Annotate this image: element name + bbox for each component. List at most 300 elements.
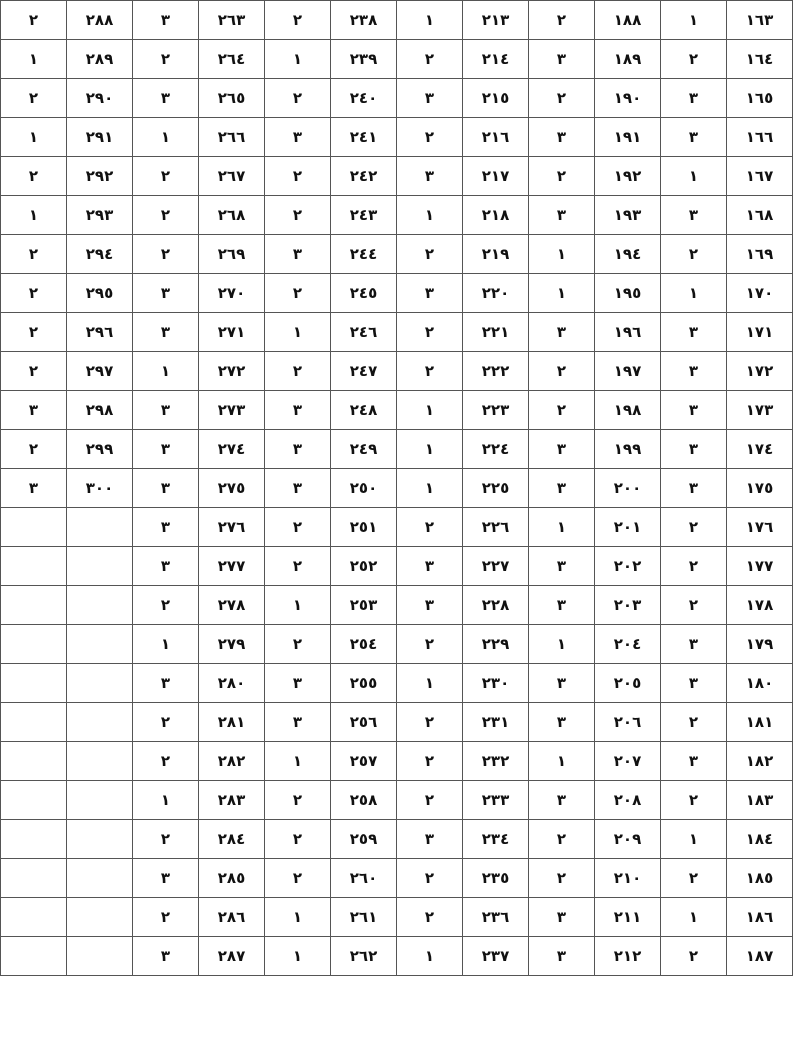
- answer-cell: [1, 742, 67, 781]
- answer-cell: ١: [1, 196, 67, 235]
- answer-cell: ٣: [397, 274, 463, 313]
- answer-key-body: [1, 1, 793, 976]
- answer-cell: ٢: [397, 118, 463, 157]
- question-number-cell: ٢٩٣: [67, 196, 133, 235]
- table-row: [1, 898, 793, 937]
- answer-cell: ١: [265, 742, 331, 781]
- question-number-cell: ٢٥٥: [331, 664, 397, 703]
- answer-cell: ١: [529, 742, 595, 781]
- answer-cell: ٣: [133, 313, 199, 352]
- answer-cell: ٣: [265, 391, 331, 430]
- answer-cell: ٢: [529, 859, 595, 898]
- table-row: [1, 430, 793, 469]
- answer-cell: ٢: [265, 859, 331, 898]
- question-number-cell: ١٨٧: [727, 937, 793, 976]
- answer-cell: ٣: [133, 274, 199, 313]
- answer-cell: ١: [265, 586, 331, 625]
- table-row: [1, 820, 793, 859]
- answer-cell: ٢: [397, 508, 463, 547]
- answer-cell: ٣: [529, 781, 595, 820]
- answer-cell: ٢: [133, 235, 199, 274]
- question-number-cell: ٢٦٦: [199, 118, 265, 157]
- answer-cell: ٣: [397, 547, 463, 586]
- answer-cell: ١: [397, 196, 463, 235]
- question-number-cell: ١٩٥: [595, 274, 661, 313]
- answer-cell: ٢: [529, 352, 595, 391]
- answer-cell: ٢: [265, 508, 331, 547]
- answer-cell: ٢: [265, 1, 331, 40]
- answer-cell: ٣: [529, 547, 595, 586]
- question-number-cell: ١٧٢: [727, 352, 793, 391]
- question-number-cell: ٢٣٨: [331, 1, 397, 40]
- answer-cell: ٢: [133, 40, 199, 79]
- question-number-cell: [67, 937, 133, 976]
- question-number-cell: ٢٧٢: [199, 352, 265, 391]
- question-number-cell: ١٦٩: [727, 235, 793, 274]
- table-row: [1, 391, 793, 430]
- answer-cell: ٢: [397, 703, 463, 742]
- question-number-cell: ٢٤٣: [331, 196, 397, 235]
- question-number-cell: ١٧١: [727, 313, 793, 352]
- question-number-cell: ٢٥٦: [331, 703, 397, 742]
- answer-cell: ٣: [529, 196, 595, 235]
- answer-cell: [1, 937, 67, 976]
- question-number-cell: ٢٤٩: [331, 430, 397, 469]
- answer-cell: ٢: [1, 79, 67, 118]
- question-number-cell: ١٧٣: [727, 391, 793, 430]
- question-number-cell: ٢٨١: [199, 703, 265, 742]
- question-number-cell: ٢٠٤: [595, 625, 661, 664]
- question-number-cell: ٢٩٥: [67, 274, 133, 313]
- answer-cell: [1, 820, 67, 859]
- question-number-cell: ٢٤٤: [331, 235, 397, 274]
- table-row: [1, 859, 793, 898]
- question-number-cell: ١٩٩: [595, 430, 661, 469]
- question-number-cell: [67, 820, 133, 859]
- question-number-cell: ٢٧٩: [199, 625, 265, 664]
- answer-cell: ١: [661, 898, 727, 937]
- answer-cell: ٢: [265, 352, 331, 391]
- question-number-cell: ٢٣٤: [463, 820, 529, 859]
- answer-cell: ٣: [529, 703, 595, 742]
- question-number-cell: ١٦٥: [727, 79, 793, 118]
- question-number-cell: ١٧٦: [727, 508, 793, 547]
- answer-cell: ٣: [265, 235, 331, 274]
- question-number-cell: ٢٦٢: [331, 937, 397, 976]
- answer-cell: ٣: [397, 157, 463, 196]
- question-number-cell: ٢٨٦: [199, 898, 265, 937]
- answer-cell: ٢: [265, 157, 331, 196]
- table-row: [1, 547, 793, 586]
- answer-cell: ١: [397, 664, 463, 703]
- answer-cell: ٢: [265, 820, 331, 859]
- question-number-cell: ١٨٢: [727, 742, 793, 781]
- question-number-cell: ٢٤٥: [331, 274, 397, 313]
- question-number-cell: ٢٩٧: [67, 352, 133, 391]
- answer-cell: ٣: [661, 118, 727, 157]
- answer-cell: ٢: [265, 274, 331, 313]
- question-number-cell: ١٧٩: [727, 625, 793, 664]
- question-number-cell: ٢٧٥: [199, 469, 265, 508]
- question-number-cell: ٢١٢: [595, 937, 661, 976]
- question-number-cell: ٢٨٣: [199, 781, 265, 820]
- question-number-cell: ٢١٤: [463, 40, 529, 79]
- answer-cell: ٣: [529, 40, 595, 79]
- answer-cell: ٢: [661, 547, 727, 586]
- answer-cell: ١: [529, 274, 595, 313]
- table-row: [1, 781, 793, 820]
- question-number-cell: ٢٩١: [67, 118, 133, 157]
- question-number-cell: ٢٦٣: [199, 1, 265, 40]
- answer-cell: ١: [397, 937, 463, 976]
- answer-cell: ٣: [1, 391, 67, 430]
- question-number-cell: ٢٣٦: [463, 898, 529, 937]
- answer-cell: [1, 547, 67, 586]
- question-number-cell: [67, 508, 133, 547]
- answer-cell: ٣: [1, 469, 67, 508]
- question-number-cell: ٢١٥: [463, 79, 529, 118]
- answer-cell: ١: [1, 40, 67, 79]
- answer-cell: ٢: [265, 547, 331, 586]
- answer-cell: ٢: [1, 274, 67, 313]
- question-number-cell: ٢٤١: [331, 118, 397, 157]
- answer-cell: [1, 859, 67, 898]
- question-number-cell: ١٩٣: [595, 196, 661, 235]
- answer-cell: ٢: [397, 352, 463, 391]
- answer-cell: ١: [397, 1, 463, 40]
- answer-cell: ٣: [397, 820, 463, 859]
- question-number-cell: ٢٥٠: [331, 469, 397, 508]
- question-number-cell: ٢٣٩: [331, 40, 397, 79]
- answer-cell: ١: [133, 781, 199, 820]
- question-number-cell: ٢٧١: [199, 313, 265, 352]
- answer-cell: ٣: [133, 937, 199, 976]
- question-number-cell: ١٦٦: [727, 118, 793, 157]
- answer-cell: ٢: [397, 742, 463, 781]
- answer-cell: ١: [133, 118, 199, 157]
- question-number-cell: ١٩٢: [595, 157, 661, 196]
- answer-cell: ٣: [661, 469, 727, 508]
- answer-cell: ٣: [661, 313, 727, 352]
- question-number-cell: ٢٩٢: [67, 157, 133, 196]
- question-number-cell: ١٦٣: [727, 1, 793, 40]
- question-number-cell: ٢٠٩: [595, 820, 661, 859]
- answer-cell: ٢: [1, 430, 67, 469]
- question-number-cell: ٢٠٢: [595, 547, 661, 586]
- question-number-cell: [67, 898, 133, 937]
- answer-cell: ١: [529, 508, 595, 547]
- answer-cell: ٣: [529, 469, 595, 508]
- question-number-cell: ٢٥٢: [331, 547, 397, 586]
- answer-cell: ٣: [397, 79, 463, 118]
- answer-cell: ٣: [133, 859, 199, 898]
- answer-cell: [1, 586, 67, 625]
- question-number-cell: ٢٤٧: [331, 352, 397, 391]
- question-number-cell: ٢٨٤: [199, 820, 265, 859]
- question-number-cell: ١٨٦: [727, 898, 793, 937]
- question-number-cell: ٢٩٩: [67, 430, 133, 469]
- answer-cell: ٢: [661, 781, 727, 820]
- answer-cell: ٢: [397, 898, 463, 937]
- question-number-cell: ٢٧٣: [199, 391, 265, 430]
- answer-cell: ١: [265, 313, 331, 352]
- answer-cell: [1, 898, 67, 937]
- answer-cell: ٣: [265, 664, 331, 703]
- question-number-cell: [67, 859, 133, 898]
- table-row: [1, 118, 793, 157]
- question-number-cell: ١٩٠: [595, 79, 661, 118]
- answer-cell: ٣: [529, 313, 595, 352]
- answer-cell: ١: [661, 274, 727, 313]
- question-number-cell: ٢٥٩: [331, 820, 397, 859]
- answer-cell: ٢: [661, 859, 727, 898]
- question-number-cell: ١٦٧: [727, 157, 793, 196]
- question-number-cell: ٢٢٥: [463, 469, 529, 508]
- question-number-cell: ٢٦٤: [199, 40, 265, 79]
- answer-cell: ١: [133, 625, 199, 664]
- table-row: [1, 703, 793, 742]
- answer-cell: ٢: [133, 196, 199, 235]
- question-number-cell: ٢٢٦: [463, 508, 529, 547]
- question-number-cell: ٣٠٠: [67, 469, 133, 508]
- question-number-cell: ٢٨٠: [199, 664, 265, 703]
- answer-cell: ١: [265, 937, 331, 976]
- question-number-cell: ٢٦٩: [199, 235, 265, 274]
- answer-cell: ١: [265, 40, 331, 79]
- answer-cell: [1, 508, 67, 547]
- question-number-cell: ٢٩٦: [67, 313, 133, 352]
- question-number-cell: ٢٣١: [463, 703, 529, 742]
- question-number-cell: ٢٤٢: [331, 157, 397, 196]
- table-row: [1, 352, 793, 391]
- answer-cell: ٢: [1, 1, 67, 40]
- table-row: [1, 469, 793, 508]
- question-number-cell: ٢٥٣: [331, 586, 397, 625]
- answer-cell: ٢: [1, 352, 67, 391]
- question-number-cell: [67, 664, 133, 703]
- question-number-cell: ٢٢٤: [463, 430, 529, 469]
- answer-cell: ٣: [529, 937, 595, 976]
- table-row: [1, 79, 793, 118]
- answer-cell: ٢: [133, 742, 199, 781]
- question-number-cell: ٢٢٢: [463, 352, 529, 391]
- question-number-cell: ٢٦٠: [331, 859, 397, 898]
- answer-cell: ٣: [265, 469, 331, 508]
- answer-cell: ٢: [529, 79, 595, 118]
- question-number-cell: ٢١١: [595, 898, 661, 937]
- question-number-cell: ٢١٣: [463, 1, 529, 40]
- question-number-cell: ٢٠٥: [595, 664, 661, 703]
- question-number-cell: ٢٣٧: [463, 937, 529, 976]
- question-number-cell: ٢٩٠: [67, 79, 133, 118]
- answer-cell: ٣: [529, 898, 595, 937]
- answer-cell: ٣: [265, 430, 331, 469]
- answer-cell: ٢: [661, 703, 727, 742]
- answer-cell: ٣: [661, 742, 727, 781]
- question-number-cell: ١٨١: [727, 703, 793, 742]
- answer-cell: ٢: [397, 40, 463, 79]
- answer-cell: ١: [661, 157, 727, 196]
- answer-cell: ٢: [661, 508, 727, 547]
- question-number-cell: ٢٢٧: [463, 547, 529, 586]
- question-number-cell: ١٧٧: [727, 547, 793, 586]
- question-number-cell: ١٧٨: [727, 586, 793, 625]
- table-row: [1, 157, 793, 196]
- question-number-cell: ٢٨٩: [67, 40, 133, 79]
- answer-cell: ١: [661, 1, 727, 40]
- answer-cell: ٣: [133, 391, 199, 430]
- table-row: [1, 625, 793, 664]
- answer-cell: ٢: [661, 40, 727, 79]
- question-number-cell: ٢٦٥: [199, 79, 265, 118]
- question-number-cell: ٢١٨: [463, 196, 529, 235]
- question-number-cell: ١٨٣: [727, 781, 793, 820]
- answer-cell: ٣: [529, 586, 595, 625]
- answer-cell: ٣: [661, 664, 727, 703]
- question-number-cell: ٢٥١: [331, 508, 397, 547]
- answer-cell: ٣: [661, 79, 727, 118]
- answer-cell: ١: [397, 469, 463, 508]
- question-number-cell: ١٧٥: [727, 469, 793, 508]
- question-number-cell: ١٧٤: [727, 430, 793, 469]
- answer-cell: ٢: [133, 586, 199, 625]
- question-number-cell: [67, 703, 133, 742]
- question-number-cell: ٢٧٨: [199, 586, 265, 625]
- question-number-cell: ٢٢٨: [463, 586, 529, 625]
- question-number-cell: [67, 586, 133, 625]
- answer-cell: ٢: [265, 781, 331, 820]
- table-row: [1, 742, 793, 781]
- answer-cell: ٣: [133, 1, 199, 40]
- question-number-cell: ١٨٩: [595, 40, 661, 79]
- answer-cell: [1, 781, 67, 820]
- question-number-cell: ٢٧٠: [199, 274, 265, 313]
- table-row: [1, 664, 793, 703]
- question-number-cell: ٢٧٤: [199, 430, 265, 469]
- question-number-cell: [67, 625, 133, 664]
- question-number-cell: ٢٨٨: [67, 1, 133, 40]
- answer-cell: ٣: [661, 352, 727, 391]
- question-number-cell: ٢٨٧: [199, 937, 265, 976]
- answer-cell: ١: [1, 118, 67, 157]
- question-number-cell: ٢٩٤: [67, 235, 133, 274]
- question-number-cell: [67, 742, 133, 781]
- answer-cell: ٣: [529, 118, 595, 157]
- answer-cell: ١: [265, 898, 331, 937]
- question-number-cell: ١٦٨: [727, 196, 793, 235]
- answer-cell: ٢: [661, 586, 727, 625]
- question-number-cell: ٢٣٣: [463, 781, 529, 820]
- answer-cell: ٢: [397, 781, 463, 820]
- table-row: [1, 586, 793, 625]
- answer-cell: ٣: [133, 508, 199, 547]
- question-number-cell: ١٨٨: [595, 1, 661, 40]
- answer-cell: ٢: [397, 859, 463, 898]
- answer-cell: ٢: [661, 937, 727, 976]
- question-number-cell: [67, 781, 133, 820]
- question-number-cell: ٢٤٦: [331, 313, 397, 352]
- question-number-cell: ٢٠٠: [595, 469, 661, 508]
- question-number-cell: ٢٠١: [595, 508, 661, 547]
- answer-cell: ٢: [1, 235, 67, 274]
- question-number-cell: ٢٢٩: [463, 625, 529, 664]
- question-number-cell: ٢٠٧: [595, 742, 661, 781]
- question-number-cell: ٢٤٨: [331, 391, 397, 430]
- question-number-cell: ٢٦٨: [199, 196, 265, 235]
- question-number-cell: ٢١٧: [463, 157, 529, 196]
- answer-cell: ٢: [397, 625, 463, 664]
- answer-cell: ١: [529, 235, 595, 274]
- question-number-cell: ٢١٦: [463, 118, 529, 157]
- answer-cell: ٢: [265, 625, 331, 664]
- answer-cell: ٢: [397, 235, 463, 274]
- question-number-cell: ٢٧٧: [199, 547, 265, 586]
- answer-cell: ٢: [529, 820, 595, 859]
- answer-cell: ٢: [661, 235, 727, 274]
- answer-cell: [1, 703, 67, 742]
- question-number-cell: ٢٥٧: [331, 742, 397, 781]
- answer-cell: ٢: [529, 391, 595, 430]
- question-number-cell: ١٩٤: [595, 235, 661, 274]
- answer-cell: ٣: [661, 625, 727, 664]
- answer-cell: [1, 625, 67, 664]
- table-row: [1, 508, 793, 547]
- question-number-cell: ٢٢٠: [463, 274, 529, 313]
- question-number-cell: ٢٢٣: [463, 391, 529, 430]
- question-number-cell: ٢٩٨: [67, 391, 133, 430]
- answer-cell: ٣: [133, 547, 199, 586]
- answer-cell: [1, 664, 67, 703]
- question-number-cell: [67, 547, 133, 586]
- answer-cell: ٣: [661, 430, 727, 469]
- answer-cell: ٢: [529, 1, 595, 40]
- question-number-cell: ١٩٨: [595, 391, 661, 430]
- question-number-cell: ٢٨٥: [199, 859, 265, 898]
- question-number-cell: ١٩١: [595, 118, 661, 157]
- question-number-cell: ٢٣٠: [463, 664, 529, 703]
- answer-cell: ٣: [265, 703, 331, 742]
- answer-cell: ٣: [661, 196, 727, 235]
- answer-cell: ٣: [265, 118, 331, 157]
- answer-cell: ٢: [265, 79, 331, 118]
- question-number-cell: ١٨٠: [727, 664, 793, 703]
- answer-cell: ٢: [529, 157, 595, 196]
- answer-cell: ٣: [133, 430, 199, 469]
- question-number-cell: ٢٠٦: [595, 703, 661, 742]
- question-number-cell: ١٩٦: [595, 313, 661, 352]
- question-number-cell: ٢٨٢: [199, 742, 265, 781]
- table-row: [1, 40, 793, 79]
- question-number-cell: ٢٠٣: [595, 586, 661, 625]
- question-number-cell: ٢٥٤: [331, 625, 397, 664]
- answer-cell: ٣: [529, 664, 595, 703]
- answer-cell: ٢: [133, 898, 199, 937]
- question-number-cell: ٢١٠: [595, 859, 661, 898]
- question-number-cell: ١٩٧: [595, 352, 661, 391]
- answer-cell: ٣: [133, 469, 199, 508]
- answer-cell: ٣: [661, 391, 727, 430]
- table-row: [1, 1, 793, 40]
- question-number-cell: ١٧٠: [727, 274, 793, 313]
- question-number-cell: ٢٥٨: [331, 781, 397, 820]
- answer-cell: ١: [661, 820, 727, 859]
- question-number-cell: ١٦٤: [727, 40, 793, 79]
- answer-cell: ٢: [133, 157, 199, 196]
- answer-cell: ١: [133, 352, 199, 391]
- answer-cell: ١: [397, 391, 463, 430]
- table-row: [1, 235, 793, 274]
- answer-cell: ٣: [133, 664, 199, 703]
